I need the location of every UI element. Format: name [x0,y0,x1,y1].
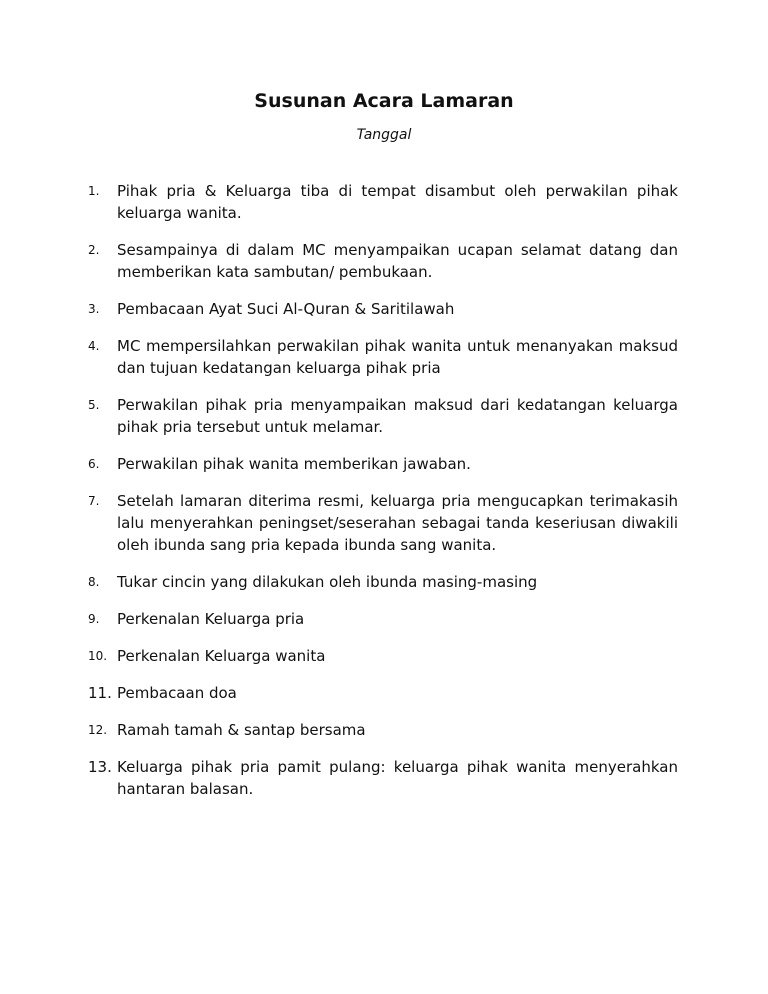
list-item-number: 13. [88,758,112,776]
list-item-text: Tukar cincin yang dilakukan oleh ibunda masing-masing [117,573,538,591]
list-item-text: Perkenalan Keluarga wanita [117,647,326,665]
list-item-text: MC mempersilahkan perwakilan pihak wanita untuk menanyakan maksud dan tujuan kedatangan keluarga pihak pria [117,337,678,377]
list-item [88,490,678,556]
list-item-text: Perkenalan Keluarga pria [117,610,305,628]
list-item [88,180,678,224]
list-item-number: 1. [88,184,100,198]
list-item-text: Pembacaan Ayat Suci Al-Quran & Saritilawah [117,300,455,318]
document-title: Susunan Acara Lamaran [254,90,514,112]
list-item-number: 12. [88,723,108,737]
list-item-text: Perwakilan pihak wanita memberikan jawaban. [117,455,471,473]
list-item-number: 7. [88,494,100,508]
list-item [88,335,678,379]
list-item-text: Sesampainya di dalam MC menyampaikan ucapan selamat datang dan memberikan kata sambutan/ pembukaan. [117,241,678,281]
list-item [88,645,678,667]
list-item-number: 3. [88,302,100,316]
list-item-text: Perwakilan pihak pria menyampaikan maksud dari kedatangan keluarga pihak pria tersebut untuk melamar. [117,396,678,436]
list-item-number: 9. [88,612,100,626]
document-subtitle: Tanggal [356,127,412,143]
list-item-number: 6. [88,457,100,471]
list-item [88,394,678,438]
list-item [88,608,678,630]
list-item-text: Keluarga pihak pria pamit pulang: keluarga pihak wanita menyerahkan hantaran balasan. [117,758,678,798]
list-item-text: Ramah tamah & santap bersama [117,721,366,739]
list-item [88,298,678,320]
list-item-number: 5. [88,398,100,412]
list-item-text: Setelah lamaran diterima resmi, keluarga pria mengucapkan terimakasih lalu menyerahkan peningset/seserahan sebagai tanda keseriusan diwakili oleh ibunda sang pria kepada ibunda sang wanita. [117,492,678,554]
list-item [88,719,678,741]
list-item-number: 4. [88,339,100,353]
list-item-number: 2. [88,243,100,257]
list-item [88,756,678,800]
list-item-number: 10. [88,649,108,663]
list-item-number: 11. [88,684,112,702]
list-item [88,571,678,593]
list-item [88,453,678,475]
agenda-list [88,180,678,815]
list-item-text: Pembacaan doa [117,684,237,702]
list-item [88,239,678,283]
list-item-number: 8. [88,575,100,589]
list-item-text: Pihak pria & Keluarga tiba di tempat disambut oleh perwakilan pihak keluarga wanita. [117,182,678,222]
list-item [88,682,678,704]
